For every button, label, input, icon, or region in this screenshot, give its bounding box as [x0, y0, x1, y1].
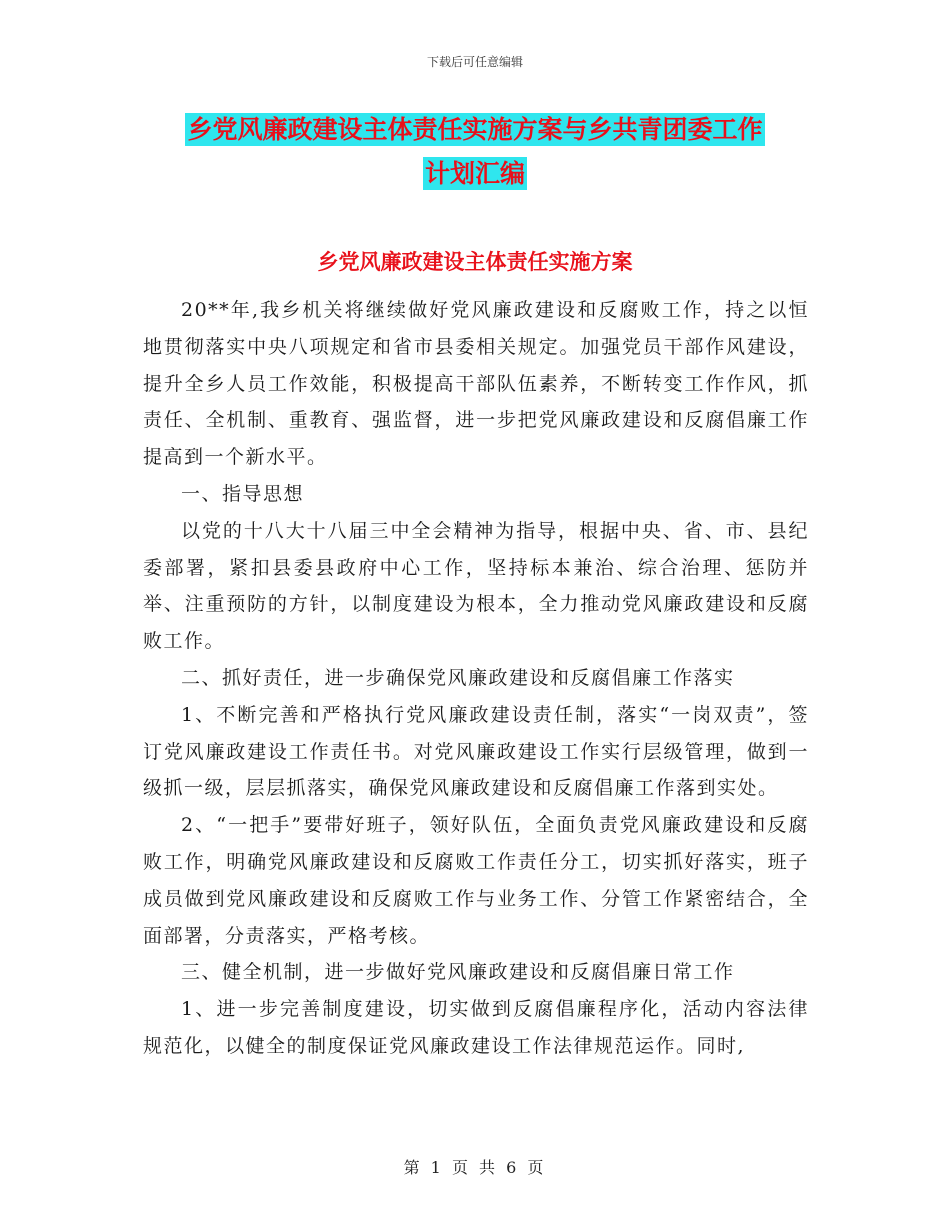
- heading-guiding-thought: 一、指导思想: [181, 482, 305, 505]
- heading-responsibility: 二、抓好责任，进一步确保党风廉政建设和反腐倡廉工作落实: [181, 666, 735, 689]
- document-title: [0, 108, 950, 196]
- paragraph-responsibility-2: 2、“一把手”要带好班子，领好队伍，全面负责党风廉政建设和反腐败工作，明确党风廉政建设和反腐败工作责任分工，切实抓好落实，班子成员做到党风廉政建设和反腐败工作与业务工作、分管工作紧密结合，全面部署，分责落实，严格考核。: [143, 814, 809, 947]
- paragraph-responsibility-1: 1、不断完善和严格执行党风廉政建设责任制，落实“一岗双责”，签订党风廉政建设工作责任书。对党风廉政建设工作实行层级管理，做到一级抓一级，层层抓落实，确保党风廉政建设和反腐倡廉工作落到实处。: [143, 703, 809, 800]
- page-footer: 第 1 页 共 6 页: [403, 1158, 547, 1177]
- section-title: 乡党风廉政建设主体责任实施方案: [317, 250, 633, 274]
- paragraph-intro: 20**年,我乡机关将继续做好党风廉政建设和反腐败工作，持之以恒地贯彻落实中央八项规定和省市县委相关规定。加强党员干部作风建设，提升全乡人员工作效能，积极提高干部队伍素养，不断转变工作作风，抓责任、全机制、重教育、强监督，进一步把党风廉政建设和反腐倡廉工作提高到一个新水平。: [143, 299, 809, 469]
- header-note: 下载后可任意编辑: [426, 55, 523, 69]
- paragraph-guiding-thought: 以党的十八大十八届三中全会精神为指导，根据中央、省、市、县纪委部署，紧扣县委县政府中心工作，坚持标本兼治、综合治理、惩防并举、注重预防的方针，以制度建设为根本，全力推动党风廉政建设和反腐败工作。: [143, 519, 809, 653]
- paragraph-mechanism-1: 1、进一步完善制度建设，切实做到反腐倡廉程序化，活动内容法律规范化，以健全的制度保证党风廉政建设工作法律规范运作。同时,: [143, 998, 809, 1057]
- document-title-line-2: 计划汇编: [424, 159, 525, 188]
- document-body: [143, 292, 809, 1065]
- heading-mechanism: 三、健全机制，进一步做好党风廉政建设和反腐倡廉日常工作: [181, 961, 735, 984]
- document-title-line-1: 乡党风廉政建设主体责任实施方案与乡共青团委工作: [187, 115, 763, 144]
